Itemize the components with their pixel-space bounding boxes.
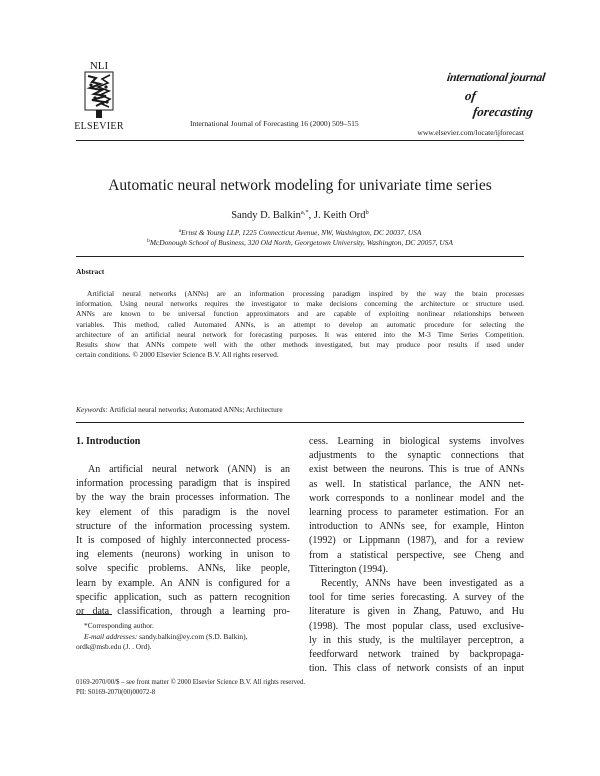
body-line: introduction to ANNs see, for example, Hinton — [309, 521, 524, 533]
body-column-left — [76, 463, 290, 619]
abstract-line: Results show that ANNs compete well with the other methods investigated, but may produce poor results if used under — [76, 340, 524, 350]
journal-citation: International Journal of Forecasting 16 (2000) 509–515 — [190, 119, 359, 128]
body-line: specific application, such as pattern recognition — [76, 591, 290, 603]
email-text: sandy.balkin@ey.com (S.D. Balkin), — [137, 631, 248, 641]
email-text-continued: ordk@msb.edu (J. . Ord). — [76, 642, 152, 652]
header-divider — [76, 140, 524, 141]
copyright-info — [76, 678, 305, 698]
body-line: by the way the brain processes information. The — [76, 492, 290, 504]
body-line: as well. In statistical parlance, the ANN net- — [309, 478, 524, 490]
journal-logo-line-3: forecasting — [472, 104, 535, 119]
author-list — [76, 209, 524, 221]
abstract-line: Artificial neural networks (ANNs) are an information processing paradigm inspired by the way the brain processes — [87, 289, 524, 298]
abstract-line: architecture of an artificial neural network for forecasting purposes. It was entered into the M-3 Time Series Competition. — [76, 329, 524, 339]
journal-logo — [446, 70, 547, 120]
abstract-top-rule — [76, 256, 524, 257]
body-line: solve specific problems. ANNs, like people, — [76, 563, 290, 575]
body-line: literature is given in Zhang, Patuwo, and Hu — [309, 606, 524, 618]
abstract-line: variables. This method, called Automated ANNs, is an attempt to develop an automatic procedure for selecting the — [76, 319, 524, 329]
author-separator: , — [308, 210, 314, 221]
body-line: tion. This class of network consists of an input — [309, 663, 524, 675]
body-line: work corresponds to a nonlinear model and the — [309, 492, 524, 504]
email-label: E-mail addresses: — [84, 631, 138, 641]
body-line: An artificial neural network (ANN) is an — [88, 464, 290, 475]
body-line: exist between the neurons. This is true of ANNs — [309, 464, 524, 476]
abstract-line: ANNs are known to be universal function approximators and are capable of exploiting nonlinear relationships between — [76, 309, 524, 319]
svg-text:NLI: NLI — [89, 60, 109, 72]
abstract-body — [76, 289, 524, 360]
email-addresses — [76, 632, 290, 643]
body-line: structure of the information processing system. — [76, 520, 290, 532]
affiliation-a — [76, 228, 524, 237]
body-line: cess. Learning in biological systems involves — [309, 436, 524, 447]
keywords-label: Keywords: — [76, 405, 108, 414]
journal-logo-line-1: international journal — [446, 70, 547, 84]
abstract-line: information. Using neural networks requires the investigator to make decisions concerning the architecture or structure used. — [76, 299, 524, 309]
footnote-rule — [76, 614, 112, 615]
body-line: It is composed of highly interconnected process- — [76, 535, 290, 547]
publisher-name: ELSEVIER — [74, 121, 124, 132]
body-line: learn by example. An ANN is configured for a — [76, 577, 290, 589]
affiliation-mark: b — [147, 238, 150, 244]
abstract-heading: Abstract — [76, 267, 105, 276]
body-line: (1998). The most popular class, used exclusive- — [309, 620, 524, 632]
author-name: Sandy D. Balkin — [231, 210, 301, 221]
body-line: adjustments to the synaptic connections that — [309, 450, 524, 462]
elsevier-logo — [74, 58, 124, 132]
abstract-bottom-rule — [76, 422, 524, 423]
body-line: learning process to parameter estimation. For an — [309, 507, 524, 519]
footnote — [76, 621, 290, 653]
elsevier-tree-icon — [76, 58, 122, 120]
author-affiliation-mark: b — [365, 209, 369, 216]
copyright-line: 0169-2070/00/$ – see front matter © 2000 Elsevier Science B.V. All rights reserved. — [76, 679, 306, 686]
pii-line: PII: S0169-2070(00)00072-8 — [76, 689, 156, 696]
abstract-line: certain conditions. © 2000 Elsevier Science B.V. All rights reserved. — [76, 350, 279, 360]
author-affiliation-mark: a,* — [300, 209, 309, 216]
body-line: or data classification, through a learning pro- — [76, 606, 290, 618]
keywords-text: Artificial neural networks; Automated ANNs; Architecture — [107, 405, 283, 414]
body-line: feedforward network trained by backpropaga- — [309, 649, 524, 661]
author-name: J. Keith Ord — [313, 210, 366, 221]
section-heading: 1. Introduction — [76, 436, 141, 447]
body-line: information processing paradigm that is inspired — [76, 478, 290, 490]
affiliation-text: Ernst & Young LLP, 1225 Connecticut Avenue, NW, Washington, DC 20037, USA — [181, 228, 422, 237]
body-line: ing elements (neurons) working in unison to — [76, 549, 290, 561]
body-line: Titterington (1994). — [309, 563, 389, 575]
affiliation-mark: a — [178, 228, 182, 234]
affiliation-b — [76, 238, 524, 247]
article-title: Automatic neural network modeling for univariate time series — [108, 177, 492, 194]
journal-logo-line-2: of — [464, 88, 477, 103]
affiliation-text: McDonough School of Business, 320 Old North, Georgetown University, Washington, DC 20057, USA — [149, 238, 453, 247]
body-line: key element of this paradigm is the novel — [76, 506, 290, 518]
body-column-right — [309, 435, 524, 676]
corresponding-author-note: *Corresponding author. — [84, 621, 154, 630]
body-line: Recently, ANNs have been investigated as a — [321, 578, 524, 590]
journal-url-link[interactable]: www.elsevier.com/locate/ijforecast — [417, 128, 524, 137]
body-line: ly in this study, is the multilayer perceptron, a — [309, 634, 524, 646]
body-line: tool for time series forecasting. A survey of the — [309, 592, 524, 604]
body-line: (1992) or Lippmann (1987), and for a review — [309, 535, 524, 547]
keywords — [76, 405, 283, 414]
body-line: from a statistical perspective, see Cheng and — [309, 549, 524, 561]
